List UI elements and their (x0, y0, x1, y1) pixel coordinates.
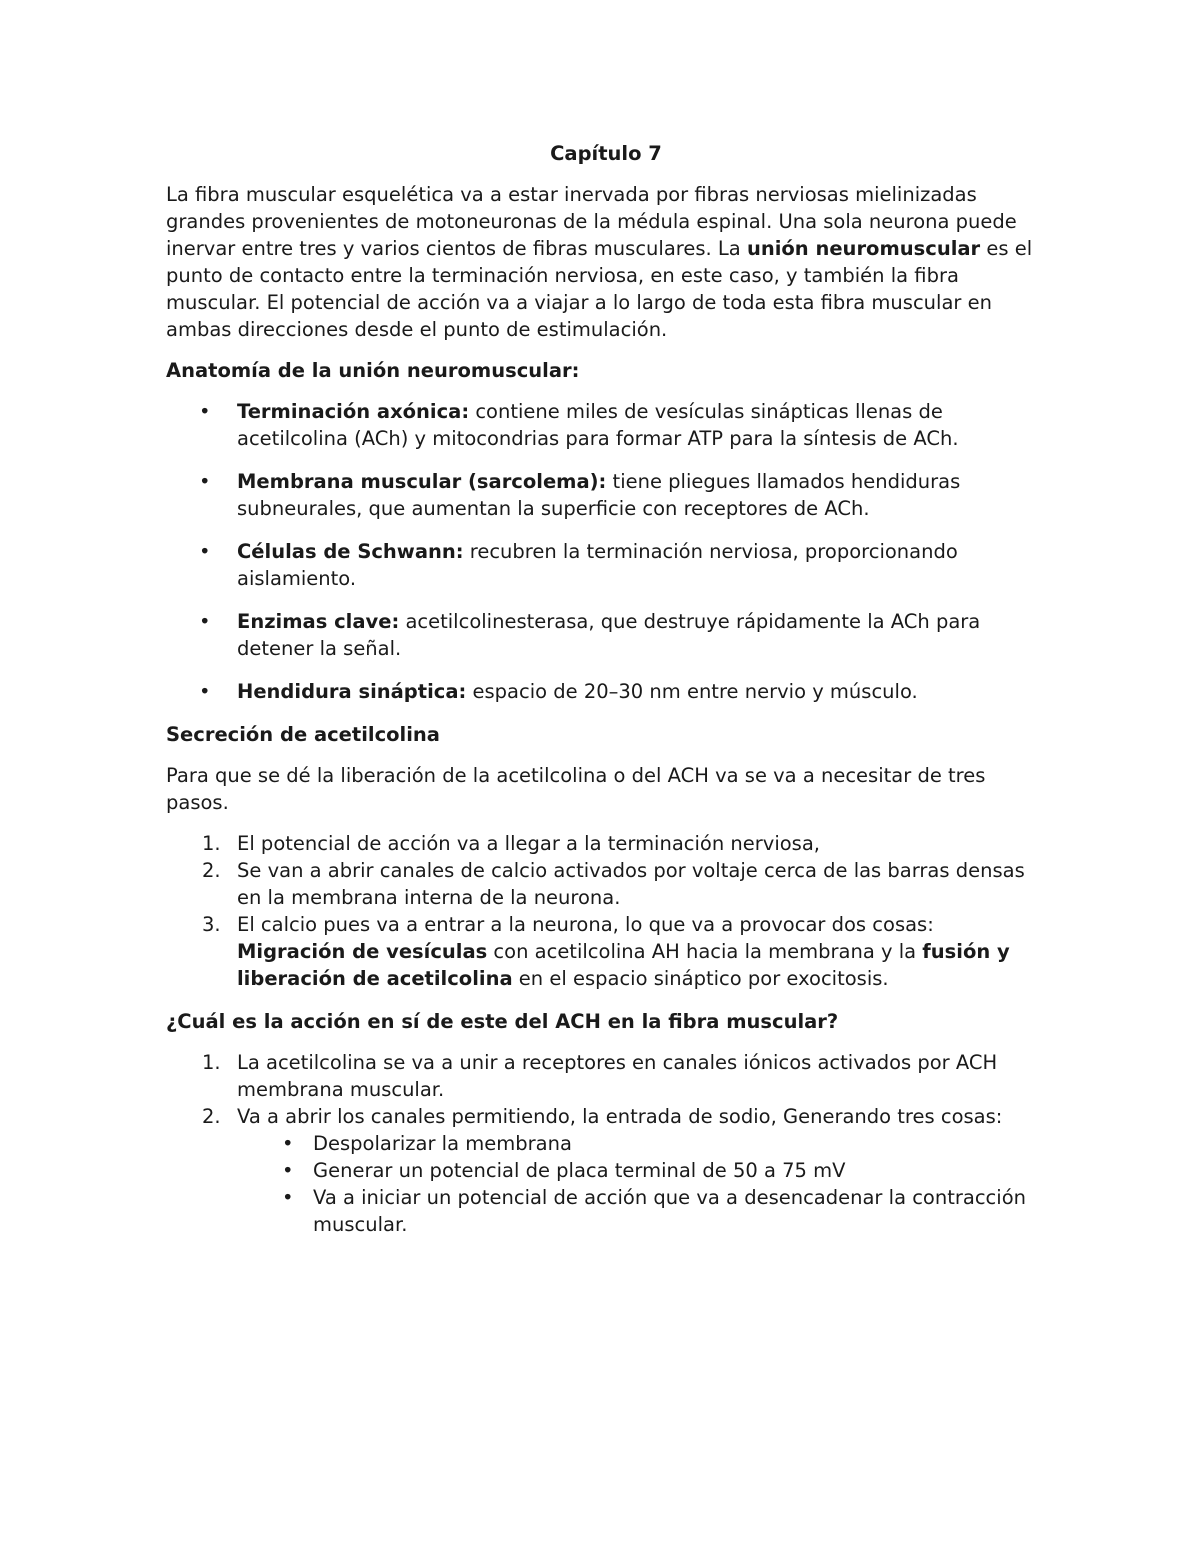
step-text: en el espacio sináptico por exocitosis. (512, 967, 889, 990)
sub-item-text: Generar un potencial de placa terminal de 50 a 75 mV (313, 1159, 846, 1182)
item-text: tiene pliegues llamados hendiduras subneurales, que aumentan la superficie con receptores de ACh. (237, 470, 961, 520)
intro-text-1: La fibra muscular esquelética va a estar inervada por fibras nerviosas mielinizadas grandes provenientes de motoneuronas de la médula espinal. Una sola neurona puede inervar entre tres y varios cientos de fibras musculares. La (166, 183, 1017, 260)
list-item (166, 608, 1046, 662)
list-item (166, 468, 1046, 522)
list-item (166, 398, 1046, 452)
step-item (166, 911, 1046, 992)
step-text: El potencial de acción va a llegar a la terminación nerviosa, (237, 832, 820, 855)
step-number: 2. (202, 859, 221, 882)
chapter-title: Capítulo 7 (550, 142, 662, 165)
bullet-icon: • (199, 400, 211, 423)
action-heading: ¿Cuál es la acción en sí de este del ACH en la fibra muscular? (166, 1010, 839, 1033)
step-text: El calcio pues va a entrar a la neurona, lo que va a provocar dos cosas: (237, 913, 934, 936)
sub-list-item (237, 1157, 1046, 1184)
step-number: 3. (202, 913, 221, 936)
secretion-intro: Para que se dé la liberación de la acetilcolina o del ACH va se va a necesitar de tres pasos. (166, 764, 986, 814)
sub-list-item (237, 1130, 1046, 1157)
bullet-icon: • (199, 540, 211, 563)
intro-paragraph (166, 181, 1046, 343)
secretion-heading: Secreción de acetilcolina (166, 723, 440, 746)
document-page (166, 136, 1046, 1254)
item-term: Hendidura sináptica: (237, 680, 467, 703)
bullet-icon: • (199, 610, 211, 633)
item-text: contiene miles de vesículas sinápticas llenas de acetilcolina (ACh) y mitocondrias para formar ATP para la síntesis de ACh. (237, 400, 959, 450)
step-bold-term: fusión y liberación de acetilcolina (237, 940, 1010, 990)
step-bold-term: Migración de vesículas (237, 940, 488, 963)
step-text: La acetilcolina se va a unir a receptores en canales iónicos activados por ACH membrana muscular. (237, 1051, 998, 1101)
step-text: con acetilcolina AH hacia la membrana y la (487, 940, 923, 963)
bullet-icon: • (282, 1159, 294, 1182)
step-text: Va a abrir los canales permitiendo, la entrada de sodio, Generando tres cosas: (237, 1105, 1003, 1128)
bullet-icon: • (199, 680, 211, 703)
intro-bold-term: unión neuromuscular (746, 237, 981, 260)
item-text: espacio de 20–30 nm entre nervio y músculo. (466, 680, 918, 703)
sub-item-text: Va a iniciar un potencial de acción que va a desencadenar la contracción muscular. (313, 1186, 1026, 1236)
step-text: Se van a abrir canales de calcio activados por voltaje cerca de las barras densas en la membrana interna de la neurona. (237, 859, 1025, 909)
sub-list-item (237, 1184, 1046, 1238)
item-text: recubren la terminación nerviosa, proporcionando aislamiento. (237, 540, 958, 590)
intro-text-2: es el punto de contacto entre la terminación nerviosa, en este caso, y también la fibra muscular. El potencial de acción va a viajar a lo largo de toda esta fibra muscular en ambas direcciones desde el punto de estimulación. (166, 237, 1033, 341)
item-term: Membrana muscular (sarcolema): (237, 470, 607, 493)
step-item (166, 830, 1046, 857)
step-number: 1. (202, 1051, 221, 1074)
anatomy-list (166, 398, 1046, 705)
step-number: 2. (202, 1105, 221, 1128)
item-term: Terminación axónica: (237, 400, 470, 423)
item-term: Enzimas clave: (237, 610, 400, 633)
step-item (166, 1103, 1046, 1238)
item-term: Células de Schwann: (237, 540, 464, 563)
secretion-steps (166, 830, 1046, 992)
sub-item-text: Despolarizar la membrana (313, 1132, 572, 1155)
step-item (166, 1049, 1046, 1103)
step-number: 1. (202, 832, 221, 855)
step-item (166, 857, 1046, 911)
list-item (166, 538, 1046, 592)
sub-list (237, 1130, 1046, 1238)
action-steps (166, 1049, 1046, 1238)
list-item (166, 678, 1046, 705)
anatomy-heading: Anatomía de la unión neuromuscular: (166, 359, 580, 382)
bullet-icon: • (199, 470, 211, 493)
bullet-icon: • (282, 1132, 294, 1155)
item-text: acetilcolinesterasa, que destruye rápidamente la ACh para detener la señal. (237, 610, 981, 660)
bullet-icon: • (282, 1186, 294, 1209)
